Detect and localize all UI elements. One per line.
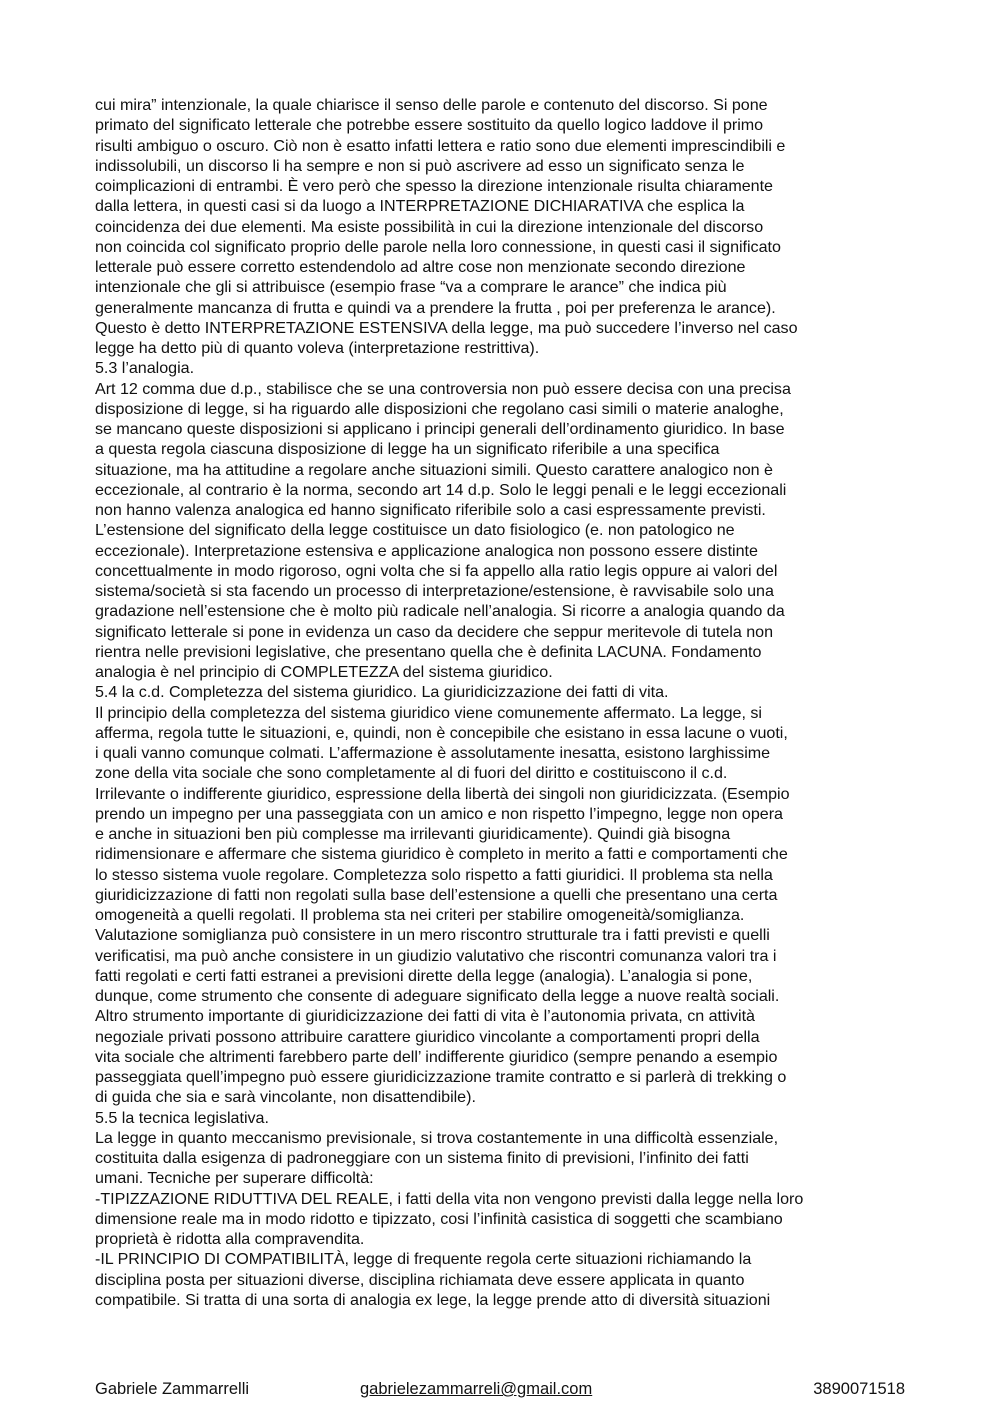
footer-author-name: Gabriele Zammarrelli [95, 1380, 250, 1398]
text-line: disciplina posta per situazioni diverse, disciplina richiamata deve essere applicata in quanto [95, 1270, 745, 1289]
text-line: di guida che sia e sarà vincolante, non disattendibile). [95, 1088, 476, 1107]
text-line: se mancano queste disposizioni si applicano i principi generali dell’ordinamento giuridico. In base [95, 420, 785, 438]
text-line: Questo è detto INTERPRETAZIONE ESTENSIVA della legge, ma può succedere l’inverso nel caso [95, 318, 798, 337]
text-line: 5.3 l’analogia. [95, 359, 195, 378]
text-line: zone della vita sociale che sono completamente al di fuori del diritto e costituiscono il c.d. [95, 764, 728, 783]
text-line: dalla lettera, in questi casi si da luogo a INTERPRETAZIONE DICHIARATIVA che esplica la [95, 197, 745, 216]
text-line: letterale può essere corretto estendendolo ad altre cose non menzionate secondo direzione [95, 258, 746, 276]
text-line: disposizione di legge, si ha riguardo alle disposizioni che regolano casi simili o materie analoghe, [95, 399, 784, 418]
text-line: intenzionale che gli si attribuisce (esempio frase “va a comprare le arance” che indica più [95, 278, 727, 297]
text-line: a questa regola ciascuna disposizione di legge ha un significato riferibile a una specifica [95, 440, 720, 459]
text-line: risulti ambiguo o oscuro. Ciò non è esatto infatti lettera e ratio sono due elementi imprescindibili e [95, 136, 786, 155]
text-line: 5.5 la tecnica legislativa. [95, 1108, 269, 1127]
text-line: compatibile. Si tratta di una sorta di analogia ex lege, la legge prende atto di diversità situazioni [95, 1290, 771, 1309]
text-line: -TIPIZZAZIONE RIDUTTIVA DEL REALE, i fatti della vita non vengono previsti dalla legge nella loro [95, 1189, 804, 1208]
text-line: analogia è nel principio di COMPLETEZZA del sistema giuridico. [95, 663, 553, 681]
text-line: gradazione nell’estensione che è molto più radicale nell’analogia. Si ricorre a analogia quando da [95, 602, 785, 621]
text-line: e anche in situazioni ben più complesse ma irrilevanti giuridicamente). Quindi già bisogna [95, 825, 731, 843]
text-line: Art 12 comma due d.p., stabilisce che se una controversia non può essere decisa con una precisa [95, 379, 791, 398]
text-line: dimensione reale ma in modo ridotto e tipizzato, cosi l’infinità casistica di soggetti che scambiano [95, 1209, 783, 1228]
page-footer [0, 1378, 1000, 1402]
text-line: sistema/società si sta facendo un processo di interpretazione/estensione, è ravvisabile solo una [95, 582, 774, 600]
text-line: i quali vanno comunque colmati. L’affermazione è assolutamente inesatta, esistono larghissime [95, 744, 771, 762]
text-line: coincidenza dei due elementi. Ma esiste possibilità in cui la direzione intenzionale del discorso [95, 217, 764, 236]
text-line: costituita dalla esigenza di padroneggiare con un sistema finito di previsioni, l’infinito dei fatti [95, 1149, 749, 1167]
text-line: indissolubili, un discorso li ha sempre e non si può ascrivere ad esso un significato senza le [95, 156, 745, 175]
text-line: legge ha detto più di quanto voleva (interpretazione restrittiva). [95, 339, 540, 357]
text-line: passeggiata quell’impegno può essere giuridicizzazione tramite contratto e si parlerà di trekking o [95, 1068, 787, 1086]
text-line: -IL PRINCIPIO DI COMPATIBILITÀ, legge di frequente regola certe situazioni richiamando la [95, 1250, 752, 1269]
text-line: L’estensione del significato della legge costituisce un dato fisiologico (e. non patologico ne [95, 521, 735, 540]
text-line: omogeneità a quelli regolati. Il problema sta nei criteri per stabilire omogeneità/somiglianza. [95, 906, 745, 924]
text-line: vita sociale che altrimenti farebbero parte dell’ indifferente giuridico (sempre penando a esempio [95, 1047, 778, 1066]
text-line: coimplicazioni di entrambi. È vero però che spesso la direzione intenzionale risulta chiaramente [95, 177, 773, 195]
text-line: ridimensionare e affermare che sistema giuridico è completo in merito a fatti e comportamenti che [95, 845, 788, 864]
text-line: fatti regolati e certi fatti estranei a previsioni dirette della legge (analogia). L’analogia si pone, [95, 966, 753, 985]
text-line: significato letterale si pone in evidenza un caso da decidere che seppur meritevole di tutela non [95, 622, 773, 641]
text-line: concettualmente in modo rigoroso, ogni volta che si fa appello alla ratio legis oppure ai valori del [95, 561, 778, 580]
text-line: dunque, come strumento che consente di adeguare significato della legge a nuove realtà sociali. [95, 987, 780, 1005]
text-line: non hanno valenza analogica ed hanno significato riferibile solo a casi espressamente previsti. [95, 501, 766, 519]
text-line: cui mira” intenzionale, la quale chiarisce il senso delle parole e contenuto del discorso. Si pone [95, 96, 768, 114]
text-line: Altro strumento importante di giuridicizzazione dei fatti di vita è l’autonomia privata, cn attività [95, 1007, 755, 1026]
text-line: Valutazione somiglianza può consistere in un mero riscontro strutturale tra i fatti previsti e quelli [95, 926, 770, 945]
text-line: primato del significato letterale che potrebbe essere sostituito da quello logico laddove il primo [95, 116, 764, 135]
text-line: lo stesso sistema vuole regolare. Completezza solo rispetto a fatti giuridici. Il problema sta nella [95, 865, 773, 884]
text-line: rientra nelle previsioni legislative, che presentano quella che è definita LACUNA. Fondamento [95, 642, 762, 661]
text-line: proprietà è ridotta alla compravendita. [95, 1230, 365, 1248]
footer-phone-number: 3890071518 [813, 1380, 905, 1398]
text-line: Irrilevante o indifferente giuridico, espressione della libertà dei singoli non giuridicizzata. (Esempio [95, 784, 790, 803]
text-line: La legge in quanto meccanismo previsionale, si trova costantemente in una difficoltà essenziale, [95, 1128, 779, 1147]
footer-email-link[interactable]: gabrielezammarreli@gmail.com [360, 1380, 593, 1398]
text-line: 5.4 la c.d. Completezza del sistema giuridico. La giuridicizzazione dei fatti di vita. [95, 683, 669, 702]
text-line: generalmente mancanza di frutta e quindi va a prendere la frutta , poi per preferenza le arance). [95, 298, 776, 317]
text-line: negoziale privati possono attribuire carattere giuridico vincolante a comportamenti propri della [95, 1027, 760, 1046]
text-line: prendo un impegno per una passeggiata con un amico e non rispetto l’impegno, legge non opera [95, 804, 783, 823]
text-line: giuridicizzazione di fatti non regolati sulla base dell’estensione a quelli che presentano una certa [95, 885, 778, 904]
text-line: afferma, regola tutte le situazioni, e, quindi, non è concepibile che esistano in essa lacune o vuoti, [95, 723, 788, 742]
text-line: umani. Tecniche per superare difficoltà: [95, 1169, 374, 1188]
text-line: verificatisi, ma può anche consistere in un giudizio valutativo che riscontri comunanza valori tra i [95, 946, 777, 965]
text-line: Il principio della completezza del sistema giuridico viene comunemente affermato. La legge, si [95, 703, 762, 722]
document-body [95, 95, 907, 1310]
text-line: eccezionale, al contrario è la norma, secondo art 14 d.p. Solo le leggi penali e le leggi eccezionali [95, 480, 787, 499]
text-line: non coincida col significato proprio delle parole nella loro connessione, in questi casi il significato [95, 237, 781, 256]
text-line: eccezionale). Interpretazione estensiva e applicazione analogica non possono essere distinte [95, 541, 758, 560]
text-line: situazione, ma ha attitudine a regolare anche situazioni simili. Questo carattere analogico non è [95, 460, 773, 479]
